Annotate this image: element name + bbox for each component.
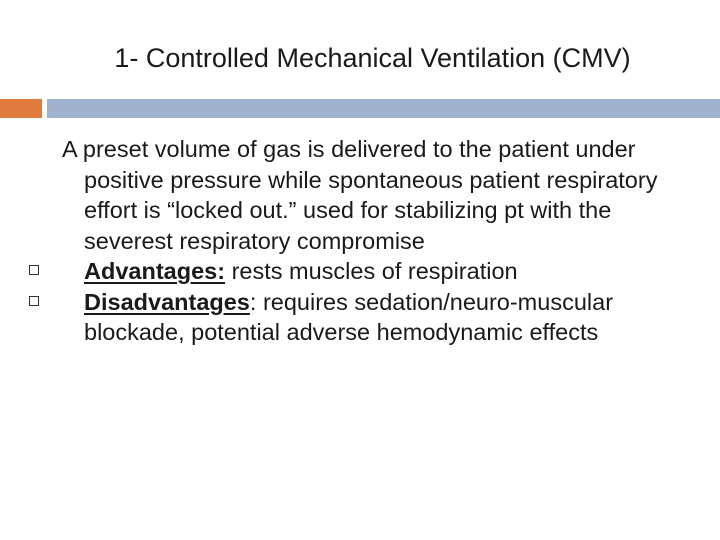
bullet-term: Disadvantages [84,288,250,315]
divider-accent-segment [0,99,42,118]
hollow-square-bullet-icon [29,265,39,275]
divider-main-segment [47,99,720,118]
slide-title: 1- Controlled Mechanical Ventilation (CMV) [114,43,631,73]
hollow-square-bullet-icon [29,296,39,306]
bullet-text: : requires sedation/neuro-muscular blockade, potential adverse hemodynamic effects [84,288,614,345]
intro-paragraph: A preset volume of gas is delivered to the patient under positive pressure while spontaneous patient respiratory effort is “locked out.” used for stabilizing pt with the severest respiratory compromise [62,136,658,254]
bullet-item-advantages [62,256,702,287]
bullet-item-disadvantages [62,287,702,348]
slide-body [62,134,702,348]
title-divider [0,99,720,118]
bullet-term: Advantages: [84,258,226,284]
bullet-text: rests muscles of respiration [225,258,518,284]
